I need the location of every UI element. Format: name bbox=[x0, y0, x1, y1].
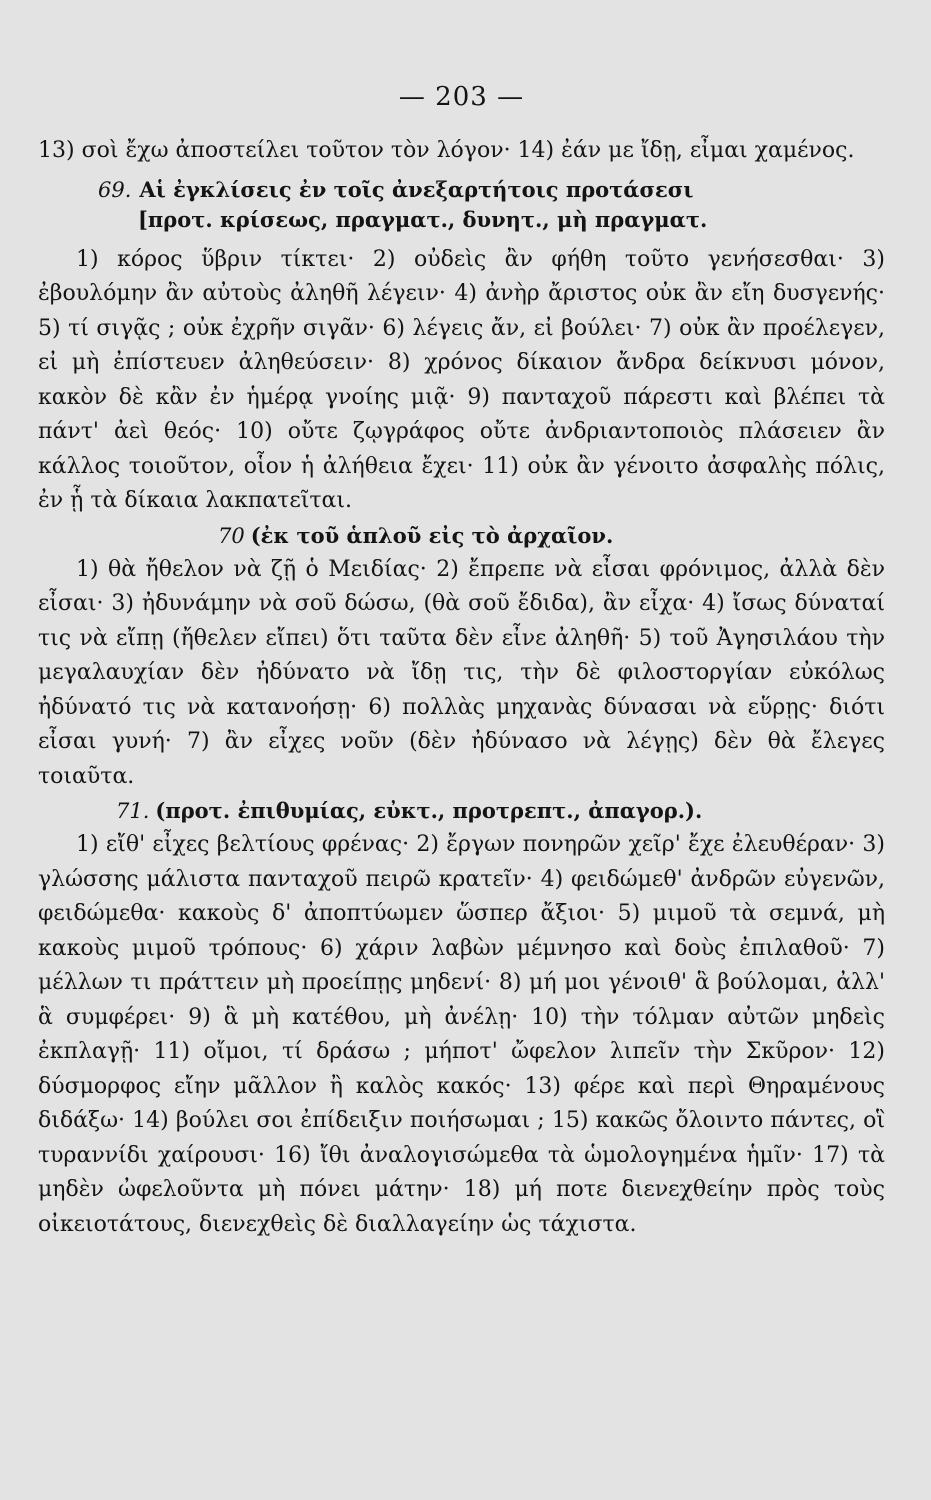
section-70-title: (ἐκ τοῦ ἁπλοῦ εἰς τὸ ἀρχαῖον. bbox=[250, 522, 614, 548]
section-69-heading bbox=[38, 175, 885, 205]
section-71-number: 71. bbox=[116, 799, 150, 823]
section-69-number: 69. bbox=[98, 177, 132, 202]
section-69-body: 1) κόρος ὕβριν τίκτει· 2) οὐδεὶς ἂν φήθη τοῦτο γενήσεσθαι· 3) ἐβουλόμην ἂν αὐτοὺς ἀληθῆ λέγειν· 4) ἀνὴρ ἄριστος οὐκ ἂν εἴη δυσγενής· 5) τί σιγᾷς ; οὐκ ἐχρῆν σιγᾶν· 6) λέγεις ἄν, εἰ βούλει· 7) οὐκ ἂν προέλεγεν, εἰ μὴ ἐπίστευεν ἀληθεύσειν· 8) χρόνος δίκαιον ἄνδρα δείκνυσι μόνον, κακὸν δὲ κἂν ἐν ἡμέρᾳ γνοίης μιᾷ· 9) πανταχοῦ πάρεστι καὶ βλέπει τὰ πάντ' ἀεὶ θεός· 10) οὔτε ζῳγράφος οὔτε ἀνδριαντοποιὸς πλάσειεν ἂν κάλλος τοιοῦτον, οἷον ἡ ἀλήθεια ἔχει· 11) οὐκ ἂν γένοιτο ἀσφαλὴς πόλις, ἐν ᾗ τὰ δίκαια λακπατεῖται. bbox=[38, 246, 885, 513]
paragraph-carryover: 13) σοὶ ἔχω ἀποστείλει τοῦτον τὸν λόγον· 14) ἐάν με ἴδῃ, εἶμαι χαμένος. bbox=[38, 138, 855, 163]
section-69-title: Αἱ ἐγκλίσεις ἐν τοῖς ἀνεξαρτήτοις προτάσεσι bbox=[139, 176, 694, 202]
section-71-title: (προτ. ἐπιθυμίας, εὐκτ., προτρεπτ., ἀπαγορ.). bbox=[155, 798, 703, 823]
section-69-subtitle: [προτ. κρίσεως, πραγματ., δυνητ., μὴ πραγματ. bbox=[138, 206, 708, 232]
section-71-body: 1) εἴθ' εἶχες βελτίους φρένας· 2) ἔργων πονηρῶν χεῖρ' ἔχε ἐλευθέραν· 3) γλώσσης μάλιστα πανταχοῦ πειρῶ κρατεῖν· 4) φειδώμεθ' ἀνδρῶν εὐγενῶν, φειδώμεθα· κακοὺς δ' ἀποπτύωμεν ὥσπερ ἄξιοι· 5) μιμοῦ τὰ σεμνά, μὴ κακοὺς μιμοῦ τρόπους· 6) χάριν λαβὼν μέμνησο καὶ δοὺς ἐπιλαθοῦ· 7) μέλλων τι πράττειν μὴ προείπῃς μηδενί· 8) μή μοι γένοιθ' ἃ βούλομαι, ἀλλ' ἃ συμφέρει· 9) ἃ μὴ κατέθου, μὴ ἀνέλῃ· 10) τὴν τόλμαν αὐτῶν μηδεὶς ἐκπλαγῇ· 11) οἴμοι, τί δράσω ; μήποτ' ὤφελον λιπεῖν τὴν Σκῦρον· 12) δύσμορφος εἴην μᾶλλον ἢ καλὸς κακός· 13) φέρε καὶ περὶ Θηραμένους διδάξω· 14) βούλει σοι ἐπίδειξιν ποιήσωμαι ; 15) κακῶς ὄλοιντο πάντες, οἳ τυραννίδι χαίρουσι· 16) ἴθι ἀναλογισώμεθα τὰ ὡμολογημένα ἡμῖν· 17) τὰ μηδὲν ὠφελοῦντα μὴ πόνει μάτην· 18) μή ποτε διενεχθείην πρὸς τοὺς οἰκειοτάτους, διενεχθεὶς δὲ διαλλαγείην ὡς τάχιστα. bbox=[38, 832, 885, 1237]
section-70-number: 70 bbox=[218, 523, 245, 548]
section-70-heading bbox=[38, 519, 885, 553]
page-number: — 203 — bbox=[398, 82, 525, 112]
section-70-body: 1) θὰ ἤθελον νὰ ζῇ ὁ Μειδίας· 2) ἔπρεπε νὰ εἶσαι φρόνιμος, ἀλλὰ δὲν εἶσαι· 3) ἠδυνάμην νὰ σοῦ δώσω, (θὰ σοῦ ἔδιδα), ἂν εἶχα· 4) ἴσως δύναταί τις νὰ εἴπῃ (ἤθελεν εἴπει) ὅτι ταῦτα δὲν εἶνε ἀληθῆ· 5) τοῦ Ἀγησιλάου τὴν μεγαλαυχίαν δὲν ἠδύνατο νὰ ἴδῃ τις, τὴν δὲ φιλοστοργίαν εὐκόλως ἠδύνατό τις νὰ κατανοήσῃ· 6) πολλὰς μηχανὰς δύνασαι νὰ εὕρῃς· διότι εἶσαι γυνή· 7) ἂν εἶχες νοῦν (δὲν ἠδύνασο νὰ λέγῃς) δὲν θὰ ἔλεγες τοιαῦτα. bbox=[38, 556, 885, 789]
section-71-heading bbox=[38, 794, 885, 828]
